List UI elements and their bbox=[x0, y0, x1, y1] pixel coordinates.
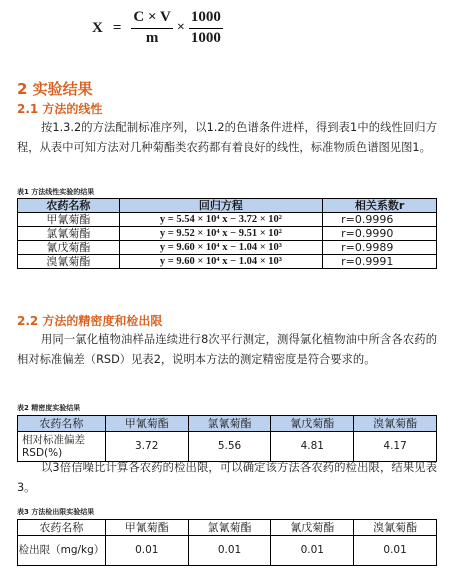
table2-header-row bbox=[18, 416, 437, 432]
table2-header-cell: 氯氰菊酯 bbox=[188, 416, 271, 432]
table2-header-cell: 农药名称 bbox=[18, 416, 106, 432]
formula-times: × bbox=[176, 20, 185, 35]
section-heading: 2 实验结果 bbox=[17, 80, 93, 98]
table3-header-row bbox=[18, 520, 437, 536]
paragraph-text: 按1.3.2的方法配制标准序列，以1.2的色谱条件进样，得到表1中的线性回归方程，从表中可知方法对几种菊酯类农药都有着良好的线性，标准物质色谱图见图1。 bbox=[17, 121, 437, 154]
table-row bbox=[18, 227, 437, 241]
table1-cell-r: r=0.9996 bbox=[323, 213, 437, 227]
table1-cell-name: 甲氰菊酯 bbox=[18, 213, 120, 227]
table3-header-cell: 溴氰菊酯 bbox=[354, 520, 437, 536]
table1-header-cell: 农药名称 bbox=[18, 199, 120, 213]
formula-fraction-2-numerator: 1000 bbox=[189, 9, 223, 29]
table1-cell-equation: y = 5.54 × 10⁴ x − 3.72 × 10² bbox=[119, 213, 322, 227]
subsection-2-1-paragraph bbox=[17, 118, 437, 158]
paragraph-text: 以3倍信噪比计算各农药的检出限，可以确定该方法各农药的检出限，结果见表3。 bbox=[17, 461, 437, 494]
table2-cell-value: 3.72 bbox=[105, 432, 188, 462]
table3-header-cell: 氯氰菊酯 bbox=[188, 520, 271, 536]
table3-header-cell: 甲氰菊酯 bbox=[105, 520, 188, 536]
table1-cell-equation: y = 9.60 × 10⁴ x − 1.04 × 10³ bbox=[119, 241, 322, 255]
formula-fraction-1 bbox=[131, 9, 172, 47]
table2-header-cell: 氰戊菊酯 bbox=[271, 416, 354, 432]
table1-cell-r: r=0.9990 bbox=[323, 227, 437, 241]
subsection-2-2-heading: 2.2 方法的精密度和检出限 bbox=[17, 314, 163, 328]
table-row bbox=[18, 213, 437, 227]
table1-header-row bbox=[18, 199, 437, 213]
table2-row-label: 相对标准偏差RSD(%) bbox=[18, 432, 106, 462]
detection-limit-paragraph bbox=[17, 458, 437, 498]
table2-header-cell: 溴氰菊酯 bbox=[354, 416, 437, 432]
formula-fraction-2-denominator: 1000 bbox=[190, 30, 221, 46]
table2-header-cell: 甲氰菊酯 bbox=[105, 416, 188, 432]
table1-caption: 表1 方法线性实验的结果 bbox=[17, 188, 95, 196]
table3-row-label: 检出限（mg/kg） bbox=[18, 536, 106, 566]
formula-fraction-1-denominator: m bbox=[145, 30, 159, 46]
table-row bbox=[18, 536, 437, 566]
table1-cell-name: 氯氰菊酯 bbox=[18, 227, 120, 241]
table1-cell-name: 氰戊菊酯 bbox=[18, 241, 120, 255]
table3-cell-value: 0.01 bbox=[105, 536, 188, 566]
table1-cell-equation: y = 9.52 × 10⁴ x − 9.51 × 10² bbox=[119, 227, 322, 241]
table1-cell-r: r=0.9989 bbox=[323, 241, 437, 255]
table-row bbox=[18, 241, 437, 255]
table3-header-cell: 氰戊菊酯 bbox=[271, 520, 354, 536]
subsection-2-2-paragraph bbox=[17, 330, 437, 370]
formula-fraction-1-numerator: C × V bbox=[131, 9, 172, 29]
table3-cell-value: 0.01 bbox=[188, 536, 271, 566]
table3-caption: 表3 方法检出限实验结果 bbox=[17, 508, 95, 516]
formula-equals: = bbox=[112, 19, 122, 36]
table3-header-cell: 农药名称 bbox=[18, 520, 106, 536]
table-row bbox=[18, 432, 437, 462]
table2-cell-value: 4.17 bbox=[354, 432, 437, 462]
paragraph-text: 用同一氯化植物油样品连续进行8次平行测定，测得氯化植物油中所含各农药的相对标准偏差（RSD）见表2，说明本方法的测定精密度是符合要求的。 bbox=[17, 333, 437, 366]
table1-cell-name: 溴氰菊酯 bbox=[18, 255, 120, 269]
table3-cell-value: 0.01 bbox=[271, 536, 354, 566]
table1-header-cell: 回归方程 bbox=[119, 199, 322, 213]
subsection-2-1-heading: 2.1 方法的线性 bbox=[17, 102, 103, 116]
formula-lhs: X bbox=[92, 19, 103, 36]
table3 bbox=[17, 519, 437, 566]
table2-caption: 表2 精密度实验结果 bbox=[17, 404, 81, 412]
table2-cell-value: 4.81 bbox=[271, 432, 354, 462]
table1-cell-r: r=0.9991 bbox=[323, 255, 437, 269]
table1-header-cell: 相关系数r bbox=[323, 199, 437, 213]
table3-cell-value: 0.01 bbox=[354, 536, 437, 566]
table1 bbox=[17, 198, 437, 269]
table2 bbox=[17, 415, 437, 462]
formula-fraction-2 bbox=[189, 9, 223, 47]
table-row bbox=[18, 255, 437, 269]
table2-cell-value: 5.56 bbox=[188, 432, 271, 462]
formula bbox=[92, 8, 223, 48]
table1-cell-equation: y = 9.60 × 10⁴ x − 1.04 × 10³ bbox=[119, 255, 322, 269]
